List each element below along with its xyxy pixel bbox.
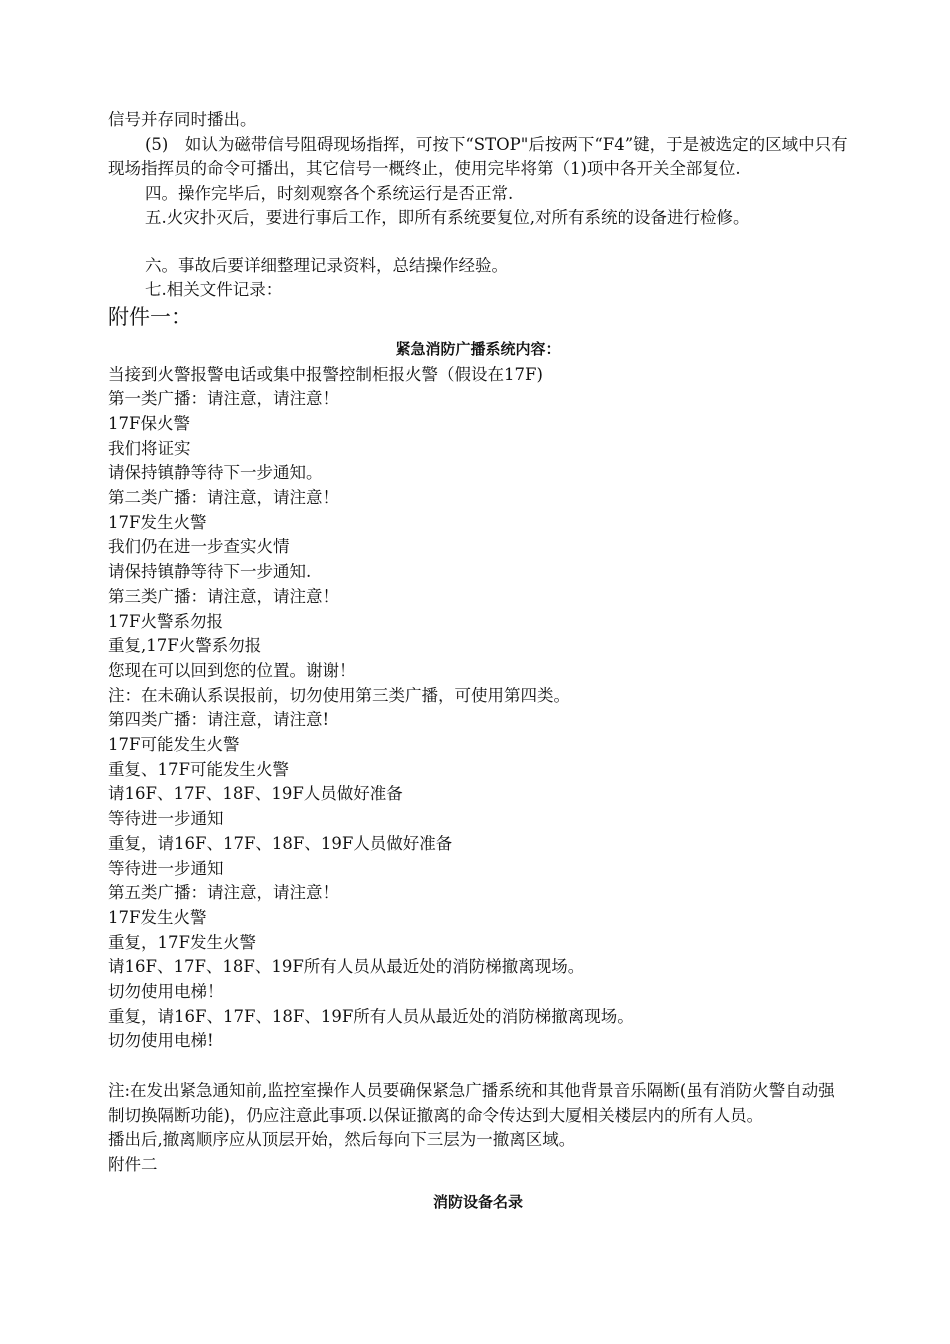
list-item: 请保持镇静等待下一步通知. — [108, 562, 312, 582]
intro-line: 信号并存同时播出。 — [108, 110, 257, 129]
list-item: 切勿使用电梯！ — [108, 982, 224, 1002]
list-item: 请16F、17F、18F、19F所有人员从最近处的消防梯撤离现场。 — [108, 957, 585, 977]
list-item: 重复，请16F、17F、18F、19F人员做好准备 — [108, 833, 453, 853]
list-item: 第四类广播：请注意，请注意! — [108, 710, 330, 730]
broadcast-script-list — [108, 363, 848, 1055]
appendix-1-title: 紧急消防广播系统内容： — [395, 339, 561, 358]
list-item: 切勿使用电梯! — [108, 1031, 214, 1051]
document-page — [108, 108, 848, 1217]
step-5-paragraph: (5) 如认为磁带信号阻碍现场指挥，可按下“STOP"后按两下“F4”键，于是被选定的区域中只有现场指挥员的命令可播出，其它信号一概终止，使用完毕将第（1)项中各开关全部复位. — [108, 134, 848, 178]
list-item: 17F保火警 — [108, 413, 190, 433]
broadcast-note: 注:在发出紧急通知前,监控室操作人员要确保紧急广播系统和其他背景音乐隔断(虽有消防火警自动强制切换隔断功能)，仍应注意此事项.以保证撤离的命令传达到大厦相关楼层内的所有人员。 — [108, 1081, 835, 1125]
list-item: 重复,17F火警系勿报 — [108, 636, 262, 656]
list-item: 17F发生火警 — [108, 907, 207, 927]
list-item: 您现在可以回到您的位置。谢谢！ — [108, 660, 356, 680]
list-item: 第一类广播：请注意，请注意！ — [108, 389, 339, 409]
list-item: 当接到火警报警电话或集中报警控制柜报火警（假设在17F) — [108, 364, 543, 384]
appendix-1-label: 附件一： — [108, 304, 192, 329]
step-4-paragraph: 四。操作完毕后，时刻观察各个系统运行是否正常. — [145, 183, 514, 203]
list-item: 17F火警系勿报 — [108, 611, 223, 631]
list-item: 17F发生火警 — [108, 512, 207, 532]
appendix-2-title: 消防设备名录 — [432, 1193, 523, 1212]
list-item: 等待进一步通知 — [108, 809, 224, 829]
list-item: 注：在未确认系误报前，切勿使用第三类广播，可使用第四类。 — [108, 685, 570, 705]
list-item: 重复，17F发生火警 — [108, 932, 256, 952]
list-item: 我们将证实 — [108, 438, 191, 458]
list-item: 重复，请16F、17F、18F、19F所有人员从最近处的消防梯撤离现场。 — [108, 1006, 634, 1026]
list-item: 17F可能发生火警 — [108, 735, 240, 755]
list-item: 第五类广播：请注意，请注意！ — [108, 883, 339, 903]
step-6-paragraph: 六。事故后要详细整理记录资料，总结操作经验。 — [145, 255, 508, 275]
list-item: 请16F、17F、18F、19F人员做好准备 — [108, 784, 403, 804]
appendix-2-label: 附件二 — [108, 1154, 158, 1174]
step-5b-paragraph: 五.火灾扑灭后，要进行事后工作，即所有系统要复位,对所有系统的设备进行检修。 — [145, 208, 750, 227]
list-item: 第二类广播：请注意，请注意！ — [108, 488, 339, 508]
evacuation-order: 播出后,撤离顺序应从顶层开始，然后每向下三层为一撤离区域。 — [108, 1130, 576, 1150]
list-item: 重复、17F可能发生火警 — [108, 759, 289, 779]
step-7-paragraph: 七.相关文件记录： — [145, 280, 283, 299]
list-item: 等待进一步通知 — [108, 858, 224, 878]
list-item: 请保持镇静等待下一步通知。 — [108, 463, 323, 483]
list-item: 第三类广播：请注意，请注意！ — [108, 586, 339, 606]
list-item: 我们仍在进一步查实火情 — [108, 537, 290, 557]
